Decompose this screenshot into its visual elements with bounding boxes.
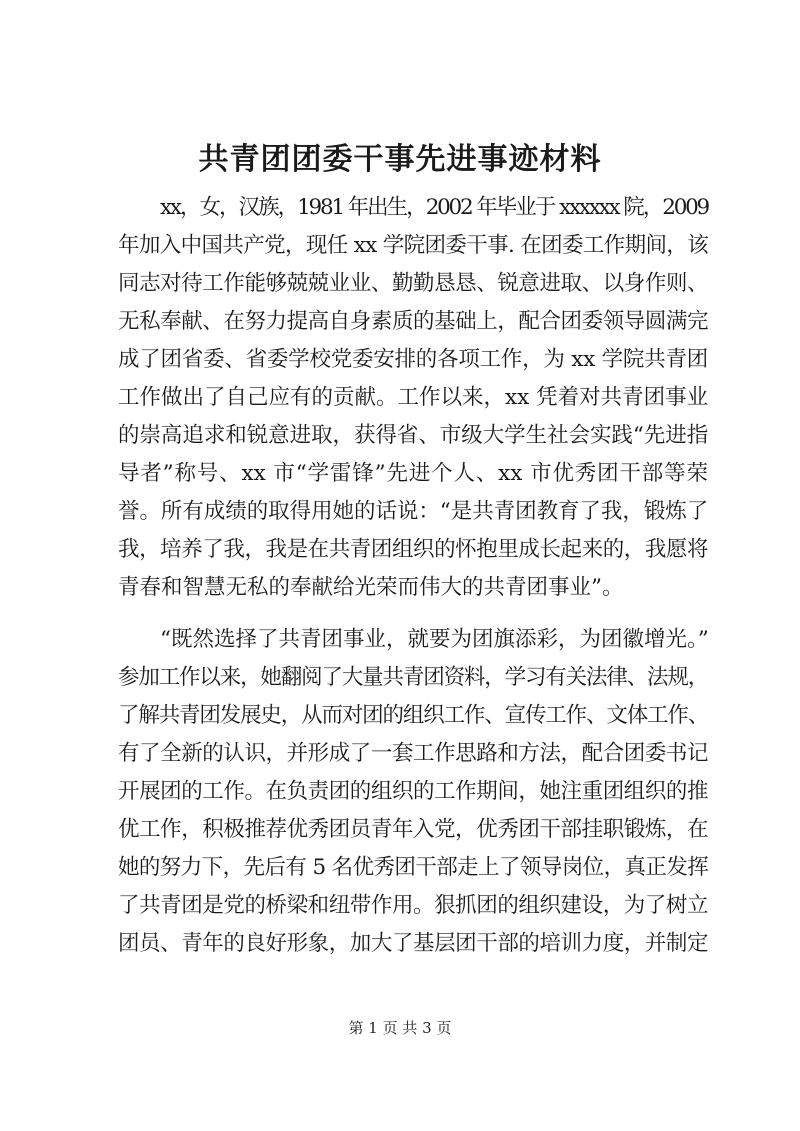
text-line: 有了全新的认识，并形成了一套工作思路和方法，配合团委书记 bbox=[118, 741, 708, 766]
text-line: 工作做出了自己应有的贡献。工作以来，xx 凭着对共青团事业 bbox=[118, 385, 709, 410]
text-line: 参加工作以来，她翻阅了大量共青团资料，学习有关法律、法规， bbox=[118, 665, 708, 690]
text-line: 开展团的工作。在负责团的组织的工作期间，她注重团组织的推 bbox=[118, 779, 708, 804]
text-line: 了共青团是党的桥梁和纽带作用。狠抓团的组织建设，为了树立 bbox=[118, 893, 708, 918]
text-line: 青春和智慧无私的奉献给光荣而伟大的共青团事业”。 bbox=[118, 575, 624, 600]
text-line: 她的努力下，先后有 5 名优秀团干部走上了领导岗位，真正发挥 bbox=[118, 855, 708, 880]
text-line: xx，女，汉族，1981 年出生，2002 年毕业于 xxxxxx 院，2009 bbox=[160, 195, 708, 220]
text-line: 我，培养了我，我是在共青团组织的怀抱里成长起来的，我愿将 bbox=[118, 537, 708, 562]
text-line: 了解共青团发展史，从而对团的组织工作、宣传工作、文体工作、 bbox=[118, 703, 708, 728]
text-line: 同志对待工作能够兢兢业业、勤勤恳恳、锐意进取、以身作则、 bbox=[118, 271, 708, 296]
page-number-footer: 第 1 页 共 3 页 bbox=[348, 1019, 452, 1037]
text-line: “既然选择了共青团事业，就要为团旗添彩，为团徽增光。” bbox=[160, 627, 709, 652]
text-line: 成了团省委、省委学校党委安排的各项工作，为 xx 学院共青团 bbox=[118, 347, 708, 372]
page-title: 共青团团委干事先进事迹材料 bbox=[198, 142, 602, 177]
text-line: 团员、青年的良好形象，加大了基层团干部的培训力度，并制定 bbox=[118, 931, 708, 956]
text-line: 誉。所有成绩的取得用她的话说：“是共青团教育了我，锻炼了 bbox=[118, 499, 708, 524]
text-line: 导者”称号、xx 市“学雷锋”先进个人、xx 市优秀团干部等荣 bbox=[118, 461, 708, 486]
text-line: 无私奉献、在努力提高自身素质的基础上，配合团委领导圆满完 bbox=[118, 309, 708, 334]
text-line: 优工作，积极推荐优秀团员青年入党，优秀团干部挂职锻炼，在 bbox=[118, 817, 708, 842]
text-line: 年加入中国共产党，现任 xx 学院团委干事. 在团委工作期间，该 bbox=[118, 233, 708, 258]
text-line: 的崇高追求和锐意进取，获得省、市级大学生社会实践“先进指 bbox=[118, 423, 708, 448]
